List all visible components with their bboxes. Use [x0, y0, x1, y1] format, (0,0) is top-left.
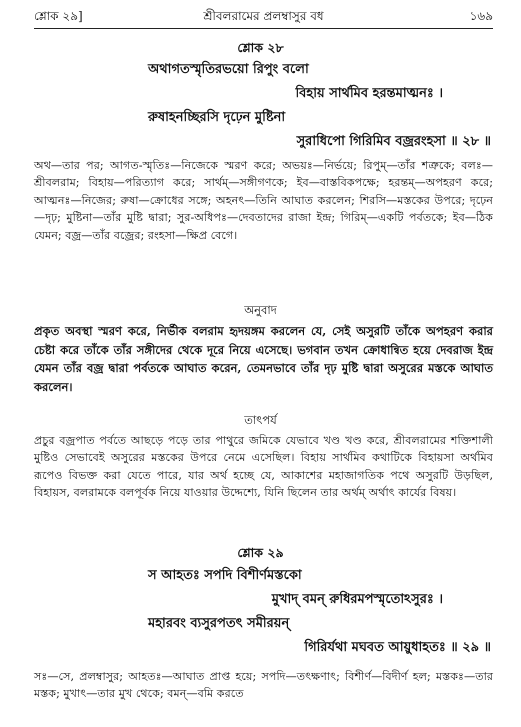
running-header [34, 8, 493, 28]
header-verse-ref: শ্লোক ২৯] [34, 9, 83, 23]
verse-29-line-4: গিরির্যথা মঘবত আয়ুধাহতঃ ॥ ২৯ ॥ [304, 640, 491, 655]
verse-28-line-1: অথাগতস্মৃতিরভয়ো রিপুং বলো [148, 62, 309, 77]
verse-28-line-4: সুরাধিপো গিরিমিব বজ্ররংহসা ॥ ২৮ ॥ [296, 134, 491, 149]
header-chapter-title: শ্রীবলরামের প্রলম্বাসুর বধ [203, 9, 324, 23]
verse-28-heading: শ্লোক ২৮ [237, 40, 284, 55]
verse-28-synonyms: অথ—তার পর; আগত-স্মৃতিঃ—নিজেকে স্মরণ করে; অভয়ঃ—নির্ভয়ে; রিপুম্—তাঁর শত্রুকে; বলঃ—শ্রীবলরাম; বিহায়—পরিত্যাগ করে; সার্থম্—সঙ্গীগণকে; ইব—বাস্তবিকপক্ষে; হরন্তম্—অপহরণ করে; আত্মনঃ—নিজের; রুষা—ক্রোধের সঙ্গে; অহনৎ—তিনি আঘাত করলেন; শিরসি—মস্তকের উপরে; দৃঢ়েন—দৃঢ়; মুষ্টিনা—তাঁর মুষ্টি দ্বারা; সুর-অধিপঃ—দেবতাদের রাজা ইন্দ্র; গিরিম্—একটি পর্বতকে; ইব—ঠিক যেমন; বজ্র—তাঁর বজ্রের; রংহসা—ক্ষিপ্র বেগে। [34, 159, 493, 242]
verse-29-line-3: মহারবং ব্যসুরপতৎ সমীরয়ন্ [148, 616, 290, 631]
verse-28-line-2: বিহায় সার্থমিব হরন্তমাত্মনঃ । [295, 86, 443, 101]
verse-29-synonyms: সঃ—সে, প্রলম্বাসুর; আহতঃ—আঘাত প্রাপ্ত হয়ে; সপদি—তৎক্ষণাৎ; বিশীর্ণ—বিদীর্ণ হল; মস্তকঃ—তার মস্তক; মুখাৎ—তার মুখ থেকে; বমন্—বমি করতে [34, 670, 493, 701]
verse-29-heading: শ্লোক ২৯ [237, 545, 284, 560]
header-rule [34, 28, 493, 29]
verse-29-line-2: মুখাদ্ বমন্ রুধিরমপস্মৃতোঽসুরঃ । [271, 592, 443, 607]
verse-28-purport: প্রচুর বজ্রপাত পর্বতে আছড়ে পড়ে তার পাথুরে জমিকে যেভাবে খণ্ড খণ্ড করে, শ্রীবলরামের শক্তিশালী মুষ্টিও সেভাবেই অসুরের মস্তকের উপরে নেমে এসেছিল। বিহায় সার্থমিব কথাটিকে বিহায়সা অর্থমিব রূপেও বিভক্ত করা যেতে পারে, যার অর্থ হচ্ছে যে, আকাশের মহাজাগতিক পথে অসুরটি উড়ছিল, বিহায়স, বলরামকে বলপূর্বক নিয়ে যাওয়ার উদ্দেশ্যে, যিনি ছিলেন তার অর্থম্ অর্থাৎ কার্যের বিষয়। [34, 434, 493, 500]
translation-heading: অনুবাদ [244, 303, 277, 317]
purport-heading: তাৎপর্য [244, 413, 277, 427]
page-number: ১৬৯ [469, 9, 493, 23]
verse-28-line-3: রুষাহনচ্ছিরসি দৃঢ়েন মুষ্টিনা [148, 110, 286, 125]
verse-29-line-1: স আহতঃ সপদি বিশীর্ণমস্তকো [148, 568, 302, 583]
verse-28-translation: প্রকৃত অবস্থা স্মরণ করে, নির্ভীক বলরাম হৃদয়ঙ্গম করলেন যে, সেই অসুরটি তাঁকে অপহরণ করার চেষ্টা করে তাঁকে তাঁর সঙ্গীদের থেকে দূরে নিয়ে এসেছে। ভগবান তখন ক্রোধান্বিত হয়ে দেবরাজ ইন্দ্র যেমন তাঁর বজ্র দ্বারা পর্বতকে আঘাত করেন, তেমনভাবে তাঁর দৃঢ় মুষ্টি দ্বারা অসুরের মস্তকে আঘাত করলেন। [34, 324, 493, 394]
